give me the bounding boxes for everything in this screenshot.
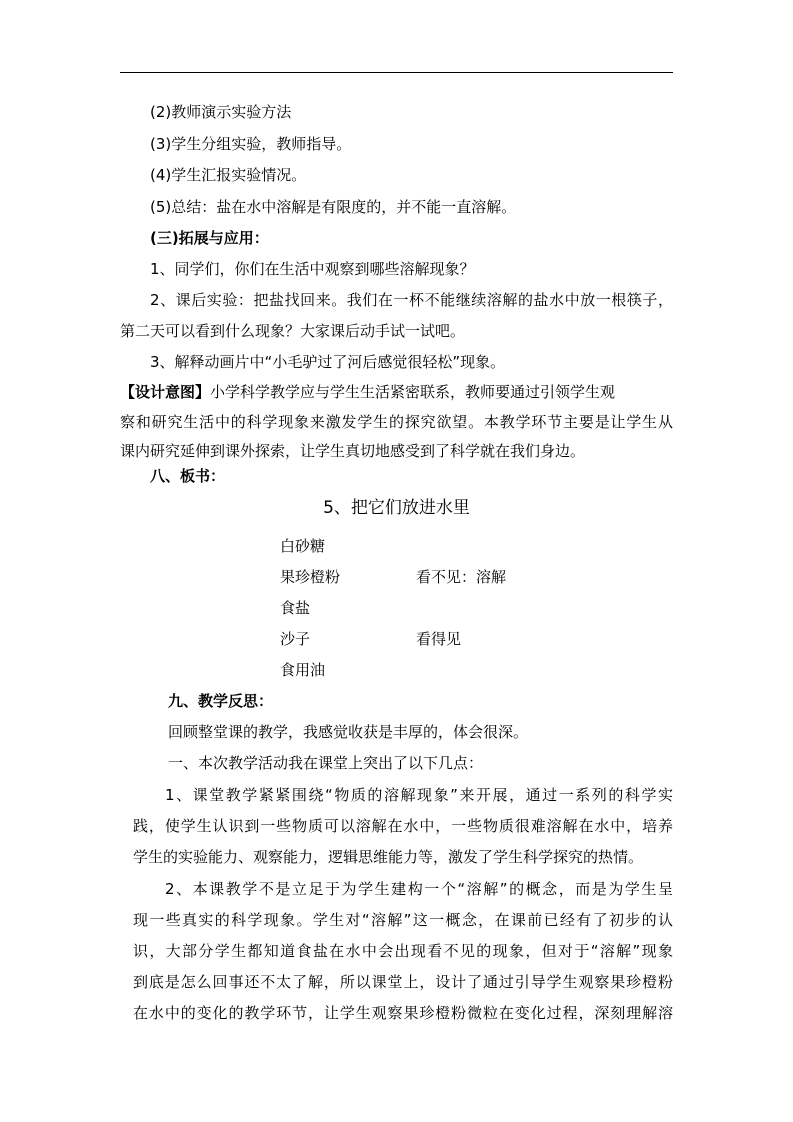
reflection-point-1-heading: 一、本次教学活动我在课堂上突出了以下几点： (168, 754, 484, 772)
board-title: 5、把它们放进水里 (323, 498, 470, 518)
design-intent-line-2: 察和研究生活中的科学现象来激发学生的探究欲望。本教学环节主要是让学生从 (120, 413, 673, 431)
section3-item-3: 3、解释动画片中“小毛驴过了河后感觉很轻松”现象。 (150, 353, 506, 371)
reflection-p1-line-3: 学生的实验能力、观察能力，逻辑思维能力等，激发了学生科学探究的热情。 (133, 848, 644, 866)
step-5: (5)总结：盐在水中溶解是有限度的，并不能一直溶解。 (150, 198, 517, 216)
board-heading: 八、板书： (150, 467, 226, 485)
section3-item-1: 1、同学们，你们在生活中观察到哪些溶解现象？ (150, 260, 475, 278)
board-right-invisible: 看不见：溶解 (416, 568, 507, 586)
reflection-intro: 回顾整堂课的教学，我感觉收获是丰厚的，体会很深。 (168, 723, 529, 741)
board-left-item-4: 沙子 (280, 630, 311, 648)
design-intent-text-1: 小学科学教学应与学生生活紧密联系，教师要通过引领学生观 (210, 383, 616, 401)
header-rule (120, 72, 673, 73)
section3-item-2-line-2: 第二天可以看到什么现象？大家课后动手试一试吧。 (120, 322, 466, 340)
board-right-visible: 看得见 (416, 630, 462, 648)
reflection-p1-line-1: 1、课堂教学紧紧围绕“物质的溶解现象”来开展，通过一系列的科学实 (165, 786, 673, 804)
design-intent-line-3: 课内研究延伸到课外探索，让学生真切地感受到了科学就在我们身边。 (120, 442, 586, 460)
step-3: (3)学生分组实验，教师指导。 (150, 135, 352, 153)
step-2: (2)教师演示实验方法 (150, 103, 292, 121)
board-left-item-1: 白砂糖 (280, 537, 326, 555)
board-left-item-3: 食盐 (280, 599, 311, 617)
reflection-p1-line-2: 践，使学生认识到一些物质可以溶解在水中，一些物质很难溶解在水中，培养 (133, 817, 673, 835)
reflection-p2-line-5: 在水中的变化的教学环节，让学生观察果珍橙粉微粒在变化过程，深刻理解溶 (133, 1004, 673, 1022)
section3-heading: (三)拓展与应用： (150, 229, 269, 247)
reflection-p2-line-3: 识，大部分学生都知道食盐在水中会出现看不见的现象，但对于“溶解”现象 (133, 942, 673, 960)
reflection-p2-line-2: 现一些真实的科学现象。学生对“溶解”这一概念，在课前已经有了初步的认 (133, 911, 673, 929)
board-left-item-2: 果珍橙粉 (280, 568, 341, 586)
board-left-item-5: 食用油 (280, 661, 326, 679)
reflection-heading: 九、教学反思： (168, 692, 274, 710)
reflection-p2-line-4: 到底是怎么回事还不太了解，所以课堂上，设计了通过引导学生观察果珍橙粉 (133, 973, 673, 991)
reflection-p2-line-1: 2、本课教学不是立足于为学生建构一个“溶解”的概念，而是为学生呈 (165, 880, 673, 898)
design-intent-label: 【设计意图】 (120, 383, 211, 401)
step-4: (4)学生汇报实验情况。 (150, 166, 307, 184)
design-intent-line-1 (120, 383, 615, 401)
section3-item-2-line-1: 2、课后实验：把盐找回来。我们在一杯不能继续溶解的盐水中放一根筷子， (150, 291, 673, 309)
